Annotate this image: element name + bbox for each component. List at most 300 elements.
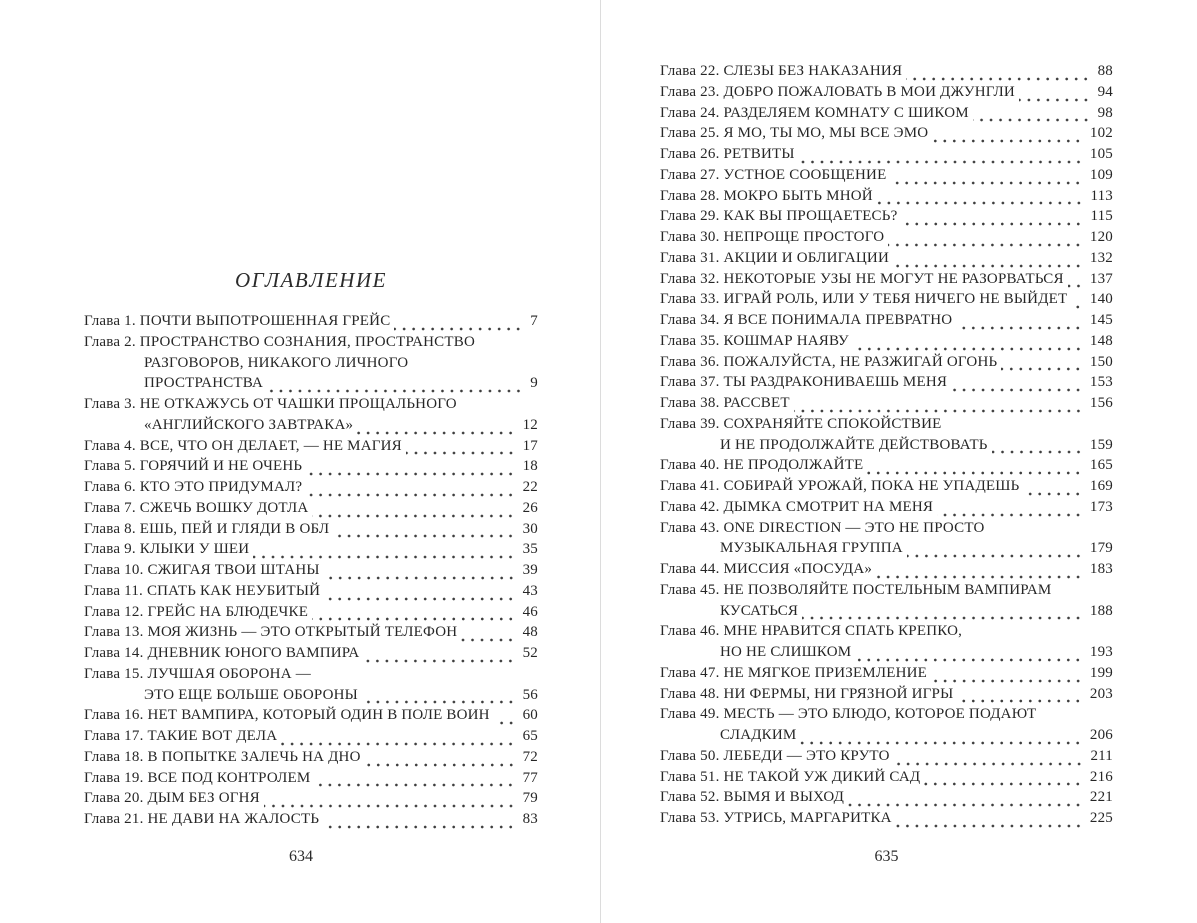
chapter-title: УСТНОЕ СООБЩЕНИЕ xyxy=(723,166,887,183)
chapter-title: ИГРАЙ РОЛЬ, ИЛИ У ТЕБЯ НИЧЕГО НЕ ВЫЙДЕТ xyxy=(723,291,1068,308)
page-number: 225 xyxy=(1089,810,1113,826)
page-number: 203 xyxy=(1089,685,1113,702)
chapter-label: Глава 41. xyxy=(660,478,724,494)
toc-entry-line xyxy=(660,208,1113,229)
toc-entry-line xyxy=(84,707,538,728)
dot-leader xyxy=(901,208,1083,229)
chapter-label: Глава 10. xyxy=(84,562,148,578)
toc-entry xyxy=(660,706,1113,748)
chapter-label: Глава 25. xyxy=(660,125,724,142)
toc-entry xyxy=(660,271,1113,292)
dot-leader xyxy=(848,789,1083,810)
chapter-label: Глава 13. xyxy=(84,624,148,641)
toc-entry xyxy=(84,500,538,521)
page-number: 60 xyxy=(522,707,538,724)
toc-entry-line xyxy=(660,105,1113,126)
toc-entry xyxy=(660,416,1113,458)
toc-entry-line xyxy=(84,790,538,811)
chapter-label: Глава 8. xyxy=(84,520,140,537)
toc-entry-line xyxy=(660,333,1113,354)
dot-leader xyxy=(324,562,516,583)
dot-leader xyxy=(894,748,1084,769)
toc-entry xyxy=(84,334,538,396)
chapter-label: Глава 26. xyxy=(660,146,724,162)
page-number: 52 xyxy=(522,645,538,661)
chapter-title: ПОЧТИ ВЫПОТРОШЕННАЯ ГРЕЙС xyxy=(139,313,391,329)
toc-entry xyxy=(84,396,538,438)
toc-entry-line xyxy=(84,458,538,479)
book-page-left xyxy=(84,0,538,923)
dot-leader xyxy=(877,188,1084,209)
toc-entry xyxy=(660,789,1113,810)
page-number: 183 xyxy=(1089,561,1113,577)
chapter-title: НИ ФЕРМЫ, НИ ГРЯЗНОЙ ИГРЫ xyxy=(723,685,954,702)
page-number: 30 xyxy=(522,520,538,537)
toc-entry-line xyxy=(660,395,1113,416)
toc-entry xyxy=(660,312,1113,333)
folio-left: 634 xyxy=(289,848,313,865)
chapter-label: Глава 3. xyxy=(84,396,140,412)
chapter-title: КАК ВЫ ПРОЩАЕТЕСЬ? xyxy=(723,208,898,225)
chapter-title: ПОЖАЛУЙСТА, НЕ РАЗЖИГАЙ ОГОНЬ xyxy=(723,353,998,370)
toc-entry xyxy=(84,313,538,334)
chapter-label: Глава 30. xyxy=(660,229,724,245)
toc-entry-line xyxy=(660,561,1113,582)
chapter-label: Глава 29. xyxy=(660,208,724,225)
toc-entry-line xyxy=(84,770,538,791)
chapter-title: ДЫМ БЕЗ ОГНЯ xyxy=(147,790,260,807)
page-number: 211 xyxy=(1090,747,1113,764)
toc-entry-line xyxy=(84,604,538,625)
chapter-label: Глава 39. xyxy=(660,415,724,432)
dot-leader xyxy=(314,770,515,791)
page-number: 115 xyxy=(1090,208,1113,225)
chapter-label: Глава 17. xyxy=(84,728,148,744)
toc-entry xyxy=(660,457,1113,478)
chapter-title: УТРИСЬ, МАРГАРИТКА xyxy=(723,810,892,826)
chapter-title: НЕКОТОРЫЕ УЗЫ НЕ МОГУТ НЕ РАЗОРВАТЬСЯ xyxy=(723,270,1064,287)
dot-leader xyxy=(906,63,1090,84)
toc-heading: ОГЛАВЛЕНИЕ xyxy=(235,268,387,292)
chapter-title: В ПОПЫТКЕ ЗАЛЕЧЬ НА ДНО xyxy=(147,748,361,765)
page-number: 88 xyxy=(1097,63,1113,79)
toc-entry-line xyxy=(84,355,538,376)
dot-leader xyxy=(363,645,515,666)
chapter-label: Глава 11. xyxy=(84,582,147,599)
chapter-label: Глава 1. xyxy=(84,313,140,329)
dot-leader xyxy=(890,167,1082,188)
chapter-title: ГОРЯЧИЙ И НЕ ОЧЕНЬ xyxy=(139,458,303,475)
page-number: 77 xyxy=(522,769,538,786)
chapter-label: Глава 9. xyxy=(84,541,140,558)
toc-entry xyxy=(84,728,538,749)
chapter-title: СЖЕЧЬ ВОШКУ ДОТЛА xyxy=(139,499,309,516)
dot-leader xyxy=(324,583,515,604)
dot-leader xyxy=(794,395,1083,416)
toc-entry-line xyxy=(660,603,1113,624)
toc-entry-line xyxy=(84,666,538,687)
toc-entry-line xyxy=(84,624,538,645)
chapter-title: ЛЕБЕДИ — ЭТО КРУТО xyxy=(723,747,890,764)
dot-leader xyxy=(1071,291,1083,312)
toc-entry xyxy=(660,395,1113,416)
chapter-label: Глава 45. xyxy=(660,581,724,598)
chapter-label: Глава 44. xyxy=(660,561,724,577)
chapter-label: Глава 21. xyxy=(84,811,148,827)
chapter-title: НЕТ ВАМПИРА, КОТОРЫЙ ОДИН В ПОЛЕ ВОИН xyxy=(147,707,490,724)
toc-entry xyxy=(660,291,1113,312)
chapter-title: КУСАТЬСЯ xyxy=(720,602,799,619)
toc-entry-line xyxy=(660,540,1113,561)
toc-entry-line xyxy=(84,375,538,396)
page-number: 48 xyxy=(522,624,538,641)
toc-entry xyxy=(84,666,538,708)
chapter-title: Я ВСЕ ПОНИМАЛА ПРЕВРАТНО xyxy=(723,312,953,328)
toc-entry xyxy=(84,583,538,604)
toc-entry-line xyxy=(660,665,1113,686)
toc-entry xyxy=(660,354,1113,375)
chapter-label: Глава 22. xyxy=(660,63,724,79)
page-number: 193 xyxy=(1089,644,1113,660)
chapter-title: РЕТВИТЫ xyxy=(723,146,795,162)
toc-entry xyxy=(84,562,538,583)
dot-leader xyxy=(924,769,1083,790)
toc-entry-line xyxy=(660,582,1113,603)
page-number: 46 xyxy=(522,603,538,620)
page-number: 35 xyxy=(522,541,538,558)
toc-entry xyxy=(660,665,1113,686)
toc-entry xyxy=(660,582,1113,624)
toc-entry-line xyxy=(660,312,1113,333)
toc-entry xyxy=(84,541,538,562)
chapter-title: ЕШЬ, ПЕЙ И ГЛЯДИ В ОБЛ xyxy=(139,520,330,537)
page-number: 102 xyxy=(1089,125,1113,142)
chapter-title: НЕ ДАВИ НА ЖАЛОСТЬ xyxy=(147,811,320,827)
toc-entry-line xyxy=(660,686,1113,707)
chapter-title: НЕ ОТКАЖУСЬ ОТ ЧАШКИ ПРОЩАЛЬНОГО xyxy=(139,396,457,412)
dot-leader xyxy=(362,687,516,708)
chapter-title: РАССВЕТ xyxy=(723,395,790,411)
toc-entry-line xyxy=(660,125,1113,146)
chapter-title: СЛЕЗЫ БЕЗ НАКАЗАНИЯ xyxy=(723,63,903,79)
chapter-title: ДОБРО ПОЖАЛОВАТЬ В МОИ ДЖУНГЛИ xyxy=(723,83,1015,100)
page-number: 105 xyxy=(1089,146,1113,162)
dot-leader xyxy=(1001,354,1083,375)
toc-entry-line xyxy=(660,291,1113,312)
toc-entry xyxy=(84,645,538,666)
toc-entry xyxy=(84,438,538,459)
book-page-right xyxy=(660,0,1113,923)
toc-entry-line xyxy=(660,623,1113,644)
chapter-label: Глава 27. xyxy=(660,166,724,183)
dot-leader xyxy=(264,790,516,811)
toc-entry-line xyxy=(84,396,538,417)
page-number: 109 xyxy=(1089,166,1113,183)
page-number: 94 xyxy=(1097,83,1113,100)
page-number: 216 xyxy=(1089,768,1113,785)
toc-entry-line xyxy=(84,334,538,355)
dot-leader xyxy=(853,333,1083,354)
toc-entry xyxy=(84,749,538,770)
toc-entry xyxy=(660,250,1113,271)
dot-leader xyxy=(867,457,1082,478)
toc-entry-line xyxy=(660,789,1113,810)
chapter-title: И НЕ ПРОДОЛЖАЙТЕ ДЕЙСТВОВАТЬ xyxy=(720,436,988,453)
page-number: 179 xyxy=(1089,540,1113,557)
chapter-label: Глава 15. xyxy=(84,665,148,682)
chapter-title: МОЯ ЖИЗНЬ — ЭТО ОТКРЫТЫЙ ТЕЛЕФОН xyxy=(147,624,458,641)
chapter-title: ВЫМЯ И ВЫХОД xyxy=(723,789,845,806)
dot-leader xyxy=(323,811,515,832)
dot-leader xyxy=(306,458,515,479)
toc-entry xyxy=(660,769,1113,790)
page-number: 120 xyxy=(1089,229,1113,245)
chapter-title: МНЕ НРАВИТСЯ СПАТЬ КРЕПКО, xyxy=(723,623,963,640)
chapter-label: Глава 6. xyxy=(84,479,140,495)
toc-entry xyxy=(84,624,538,645)
toc-entry xyxy=(660,208,1113,229)
chapter-label: Глава 5. xyxy=(84,458,140,475)
chapter-title: КОШМАР НАЯВУ xyxy=(723,332,849,349)
toc-entry xyxy=(660,333,1113,354)
toc-entry-line xyxy=(660,499,1113,520)
chapter-title: ВСЕ, ЧТО ОН ДЕЛАЕТ, — НЕ МАГИЯ xyxy=(139,437,402,454)
toc-entry-line xyxy=(660,457,1113,478)
chapter-label: Глава 31. xyxy=(660,249,724,266)
toc-entries-right xyxy=(660,63,1113,831)
dot-leader xyxy=(312,604,516,625)
chapter-label: Глава 38. xyxy=(660,395,724,411)
folio-right: 635 xyxy=(874,848,899,865)
chapter-label: Глава 50. xyxy=(660,747,724,764)
dot-leader xyxy=(907,540,1083,561)
chapter-label: Глава 16. xyxy=(84,707,148,724)
toc-entry-line xyxy=(84,687,538,708)
toc-entry xyxy=(84,458,538,479)
dot-leader xyxy=(253,541,515,562)
toc-entry-line xyxy=(660,437,1113,458)
toc-entry-line xyxy=(84,645,538,666)
chapter-title: РАЗГОВОРОВ, НИКАКОГО ЛИЧНОГО xyxy=(144,354,409,371)
toc-entry-line xyxy=(660,644,1113,665)
toc-entry-line xyxy=(84,479,538,500)
page-number: 22 xyxy=(522,479,538,495)
toc-entry xyxy=(660,520,1113,562)
toc-entry xyxy=(660,499,1113,520)
dot-leader xyxy=(932,125,1083,146)
chapter-title: «АНГЛИЙСКОГО ЗАВТРАКА» xyxy=(144,416,354,433)
toc-entry-line xyxy=(84,500,538,521)
chapter-title: СЛАДКИМ xyxy=(720,727,797,743)
toc-entry-line xyxy=(84,562,538,583)
page-number: 165 xyxy=(1089,457,1113,474)
page-number: 132 xyxy=(1089,249,1113,266)
chapter-label: Глава 18. xyxy=(84,748,148,765)
page-number: 221 xyxy=(1089,789,1113,806)
chapter-label: Глава 48. xyxy=(660,685,724,702)
toc-entry-line xyxy=(660,354,1113,375)
chapter-label: Глава 33. xyxy=(660,291,724,308)
toc-entries-left xyxy=(84,313,538,832)
dot-leader xyxy=(896,810,1083,831)
toc-entry xyxy=(660,125,1113,146)
dot-leader xyxy=(461,624,515,645)
page-number: 188 xyxy=(1089,602,1113,619)
toc-entry-line xyxy=(660,416,1113,437)
page-number: 83 xyxy=(522,811,538,827)
dot-leader xyxy=(931,665,1083,686)
chapter-label: Глава 34. xyxy=(660,312,724,328)
chapter-label: Глава 40. xyxy=(660,457,724,474)
chapter-label: Глава 7. xyxy=(84,499,140,516)
toc-entry xyxy=(660,810,1113,831)
toc-entry-line xyxy=(660,810,1113,831)
chapter-title: ВСЕ ПОД КОНТРОЛЕМ xyxy=(147,769,311,786)
toc-entry xyxy=(84,707,538,728)
chapter-label: Глава 42. xyxy=(660,498,724,515)
toc-entry-line xyxy=(84,438,538,459)
chapter-title: ПРОСТРАНСТВА xyxy=(144,375,264,392)
toc-entry xyxy=(660,63,1113,84)
chapter-title: ЭТО ЕЩЕ БОЛЬШЕ ОБОРОНЫ xyxy=(144,686,358,703)
page-number: 18 xyxy=(522,458,538,475)
chapter-label: Глава 49. xyxy=(660,706,724,723)
page-number: 7 xyxy=(530,313,538,329)
chapter-label: Глава 35. xyxy=(660,332,724,349)
chapter-title: ГРЕЙС НА БЛЮДЕЧКЕ xyxy=(147,603,309,620)
page-number: 17 xyxy=(522,437,538,454)
dot-leader xyxy=(876,561,1083,582)
page-number: 39 xyxy=(522,562,538,578)
chapter-title: МЕСТЬ — ЭТО БЛЮДО, КОТОРОЕ ПОДАЮТ xyxy=(723,706,1037,723)
dot-leader xyxy=(306,479,515,500)
toc-entry-line xyxy=(84,728,538,749)
page-number: 148 xyxy=(1089,332,1113,349)
dot-leader xyxy=(312,500,515,521)
chapter-label: Глава 46. xyxy=(660,623,724,640)
toc-entry xyxy=(84,521,538,542)
toc-entry-line xyxy=(660,229,1113,250)
chapter-title: ТАКИЕ ВОТ ДЕЛА xyxy=(147,728,278,744)
chapter-title: НЕ ПРОДОЛЖАЙТЕ xyxy=(723,457,864,474)
chapter-title: МИССИЯ «ПОСУДА» xyxy=(723,561,873,577)
chapter-title: КЛЫКИ У ШЕИ xyxy=(139,541,250,558)
toc-entry xyxy=(660,478,1113,499)
dot-leader xyxy=(281,728,515,749)
toc-entry-line xyxy=(84,521,538,542)
chapter-title: Я МО, ТЫ МО, МЫ ВСЕ ЭМО xyxy=(723,125,929,142)
chapter-label: Глава 37. xyxy=(660,374,724,391)
toc-entry xyxy=(84,770,538,791)
dot-leader xyxy=(956,312,1083,333)
toc-entry xyxy=(660,188,1113,209)
toc-entry xyxy=(660,623,1113,665)
page-number: 169 xyxy=(1089,478,1113,494)
dot-leader xyxy=(1068,271,1083,292)
toc-entry xyxy=(660,146,1113,167)
chapter-title: ЛУЧШАЯ ОБОРОНА — xyxy=(147,665,311,682)
chapter-title: ПРОСТРАНСТВО СОЗНАНИЯ, ПРОСТРАНСТВО xyxy=(139,333,475,350)
dot-leader xyxy=(855,644,1083,665)
dot-leader xyxy=(494,707,516,728)
toc-entry-line xyxy=(84,811,538,832)
chapter-title: ТЫ РАЗДРАКОНИВАЕШЬ МЕНЯ xyxy=(723,374,948,391)
page-number: 137 xyxy=(1089,270,1113,287)
dot-leader xyxy=(800,727,1082,748)
toc-entry xyxy=(660,167,1113,188)
dot-leader xyxy=(951,374,1083,395)
chapter-label: Глава 36. xyxy=(660,353,724,370)
toc-entry-line xyxy=(84,583,538,604)
page-number: 98 xyxy=(1097,104,1113,121)
toc-entry xyxy=(660,748,1113,769)
page-number: 140 xyxy=(1089,291,1113,308)
page-number: 150 xyxy=(1089,353,1113,370)
dot-leader xyxy=(1023,478,1082,499)
toc-entry xyxy=(660,686,1113,707)
chapter-label: Глава 43. xyxy=(660,519,724,536)
page-number: 43 xyxy=(522,582,538,599)
page-number: 159 xyxy=(1089,436,1113,453)
toc-entry-line xyxy=(84,313,538,334)
chapter-title: РАЗДЕЛЯЕМ КОМНАТУ С ШИКОМ xyxy=(723,104,969,121)
toc-entry xyxy=(660,561,1113,582)
chapter-title: ДЫМКА СМОТРИТ НА МЕНЯ xyxy=(723,498,934,515)
page-number: 153 xyxy=(1089,374,1113,391)
chapter-title: АКЦИИ И ОБЛИГАЦИИ xyxy=(723,249,889,266)
toc-entry-line xyxy=(660,63,1113,84)
toc-entry-line xyxy=(660,748,1113,769)
toc-entry-line xyxy=(660,374,1113,395)
page-number: 145 xyxy=(1089,312,1113,328)
chapter-title: СЖИГАЯ ТВОИ ШТАНЫ xyxy=(147,562,320,578)
toc-entry-line xyxy=(660,84,1113,105)
toc-entry xyxy=(84,479,538,500)
chapter-label: Глава 52. xyxy=(660,789,724,806)
chapter-label: Глава 32. xyxy=(660,270,724,287)
dot-leader xyxy=(406,438,516,459)
chapter-label: Глава 24. xyxy=(660,104,724,121)
dot-leader xyxy=(357,417,515,438)
chapter-label: Глава 19. xyxy=(84,769,148,786)
toc-entry xyxy=(660,105,1113,126)
page-number: 9 xyxy=(530,375,538,392)
chapter-label: Глава 20. xyxy=(84,790,148,807)
toc-entry-line xyxy=(84,749,538,770)
toc-entry xyxy=(660,229,1113,250)
chapter-title: СОБИРАЙ УРОЖАЙ, ПОКА НЕ УПАДЕШЬ xyxy=(723,478,1020,494)
toc-entry-line xyxy=(84,541,538,562)
page-number: 72 xyxy=(522,748,538,765)
chapter-label: Глава 47. xyxy=(660,664,724,681)
chapter-title: НЕ МЯГКОЕ ПРИЗЕМЛЕНИЕ xyxy=(723,664,928,681)
toc-entry-line xyxy=(660,769,1113,790)
page-number: 26 xyxy=(522,499,538,516)
dot-leader xyxy=(267,375,523,396)
toc-entry xyxy=(660,374,1113,395)
toc-entry xyxy=(84,790,538,811)
toc-entry-line xyxy=(660,520,1113,541)
toc-entry-line xyxy=(84,417,538,438)
chapter-title: НЕПРОЩЕ ПРОСТОГО xyxy=(723,229,885,245)
dot-leader xyxy=(888,229,1083,250)
chapter-label: Глава 12. xyxy=(84,603,148,620)
chapter-title: ONE DIRECTION — ЭТО НЕ ПРОСТО xyxy=(723,519,985,536)
chapter-title: СПАТЬ КАК НЕУБИТЫЙ xyxy=(146,582,321,599)
dot-leader xyxy=(394,313,523,334)
toc-entry-line xyxy=(660,250,1113,271)
page-number: 79 xyxy=(522,790,538,807)
